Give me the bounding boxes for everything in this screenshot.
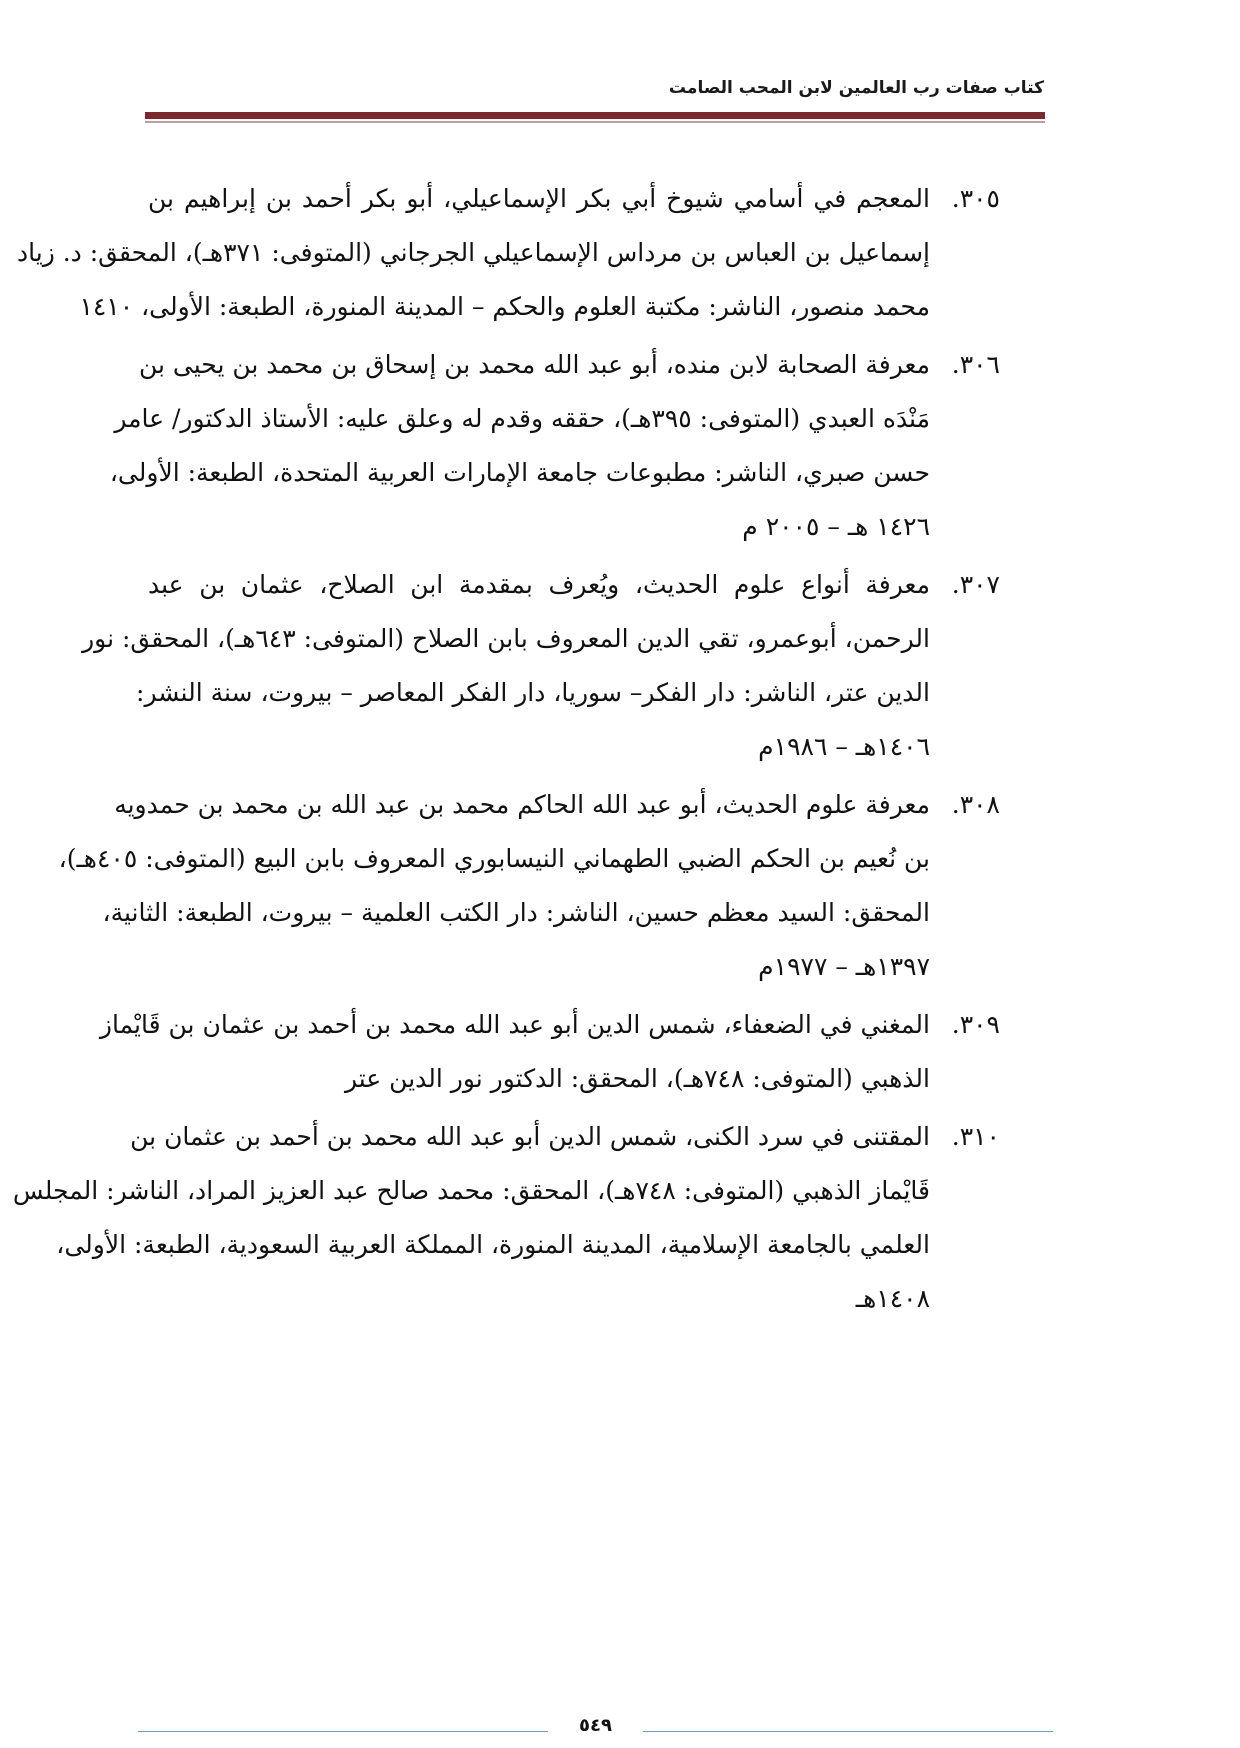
entry-number: ٣١٠. [951, 1122, 1000, 1151]
bibliography-entry [58, 778, 1000, 994]
entry-text-line: معرفة الصحابة لابن منده، أبو عبد الله محمد بن إسحاق بن محمد بن يحيى بن [138, 350, 930, 379]
entry-text-line: محمد منصور، الناشر: مكتبة العلوم والحكم – المدينة المنورة، الطبعة: الأولى، ١٤١٠ [79, 292, 930, 321]
entry-text-line: ١٣٩٧هـ – ١٩٧٧م [758, 952, 930, 981]
entry-text-line: المقتنى في سرد الكنى، شمس الدين أبو عبد الله محمد بن أحمد بن عثمان بن [130, 1122, 930, 1151]
entry-text-line: الرحمن، أبوعمرو، تقي الدين المعروف بابن الصلاح (المتوفى: ٦٤٣هـ)، المحقق: نور [82, 624, 930, 653]
entry-number: ٣٠٦. [951, 350, 1000, 379]
entry-text-line: المغني في الضعفاء، شمس الدين أبو عبد الله محمد بن أحمد بن عثمان بن قَايْماز [99, 1010, 930, 1039]
bibliography-entry [12, 1110, 1000, 1326]
entry-first-line [130, 1110, 1000, 1164]
entry-text-line: إسماعيل بن العباس بن مرداس الإسماعيلي الجرجاني (المتوفى: ٣٧١هـ)، المحقق: د. زياد [17, 238, 930, 267]
entry-text-line: ١٤٢٦ هـ – ٢٠٠٥ م [742, 512, 930, 541]
page-footer [138, 1715, 1053, 1745]
bibliography-entry [17, 172, 1000, 334]
entry-text-line: المحقق: السيد معظم حسين، الناشر: دار الكتب العلمية – بيروت، الطبعة: الثانية، [102, 898, 930, 927]
entry-first-line [99, 998, 1000, 1052]
bibliography-entry [82, 558, 1000, 774]
entry-number: ٣٠٩. [951, 1010, 1000, 1039]
entry-text-line: الدين عتر، الناشر: دار الفكر– سوريا، دار الفكر المعاصر – بيروت، سنة النشر: [136, 678, 930, 707]
entry-text-line: قَايْماز الذهبي (المتوفى: ٧٤٨هـ)، المحقق: محمد صالح عبد العزيز المراد، الناشر: المجلس [12, 1176, 930, 1205]
entry-first-line [114, 778, 1000, 832]
entry-text-line: ١٤٠٦هـ – ١٩٨٦م [758, 732, 930, 761]
entry-first-line [148, 558, 1000, 612]
bibliography-list [12, 172, 1000, 1330]
entry-text-line: المعجم في أسامي شيوخ أبي بكر الإسماعيلي، أبو بكر أحمد بن إبراهيم بن [148, 184, 930, 213]
entry-first-line [138, 338, 1000, 392]
entry-text-line: حسن صبري، الناشر: مطبوعات جامعة الإمارات العربية المتحدة، الطبعة: الأولى، [109, 458, 930, 487]
header-rule-thin [145, 121, 1045, 123]
header-rule-thick [145, 112, 1045, 119]
running-header-title: كتاب صفات رب العالمين لابن المحب الصامت [668, 78, 1044, 98]
entry-text-line: مَنْدَه العبدي (المتوفى: ٣٩٥هـ)، حققه وقدم له وعلق عليه: الأستاذ الدكتور/ عامر [114, 404, 930, 433]
page-number: ٥٤٩ [579, 1715, 612, 1736]
entry-text-line: بن نُعيم بن الحكم الضبي الطهماني النيسابوري المعروف بابن البيع (المتوفى: ٤٠٥هـ)، [58, 844, 930, 873]
entry-text-line: ١٤٠٨هـ [855, 1284, 930, 1313]
entry-text-line: الذهبي (المتوفى: ٧٤٨هـ)، المحقق: الدكتور نور الدين عتر [344, 1064, 930, 1093]
entry-text-line: معرفة علوم الحديث، أبو عبد الله الحاكم محمد بن عبد الله بن محمد بن حمدويه [114, 790, 930, 819]
entry-first-line [148, 172, 1000, 226]
entry-text-line: العلمي بالجامعة الإسلامية، المدينة المنورة، المملكة العربية السعودية، الطبعة: الأولى، [56, 1230, 930, 1259]
bibliography-entry [99, 998, 1000, 1106]
entry-text-line: معرفة أنواع علوم الحديث، ويُعرف بمقدمة ابن الصلاح، عثمان بن عبد [148, 570, 930, 599]
bibliography-entry [109, 338, 1000, 554]
entry-number: ٣٠٧. [951, 570, 1000, 599]
entry-number: ٣٠٨. [951, 790, 1000, 819]
entry-number: ٣٠٥. [951, 184, 1000, 213]
